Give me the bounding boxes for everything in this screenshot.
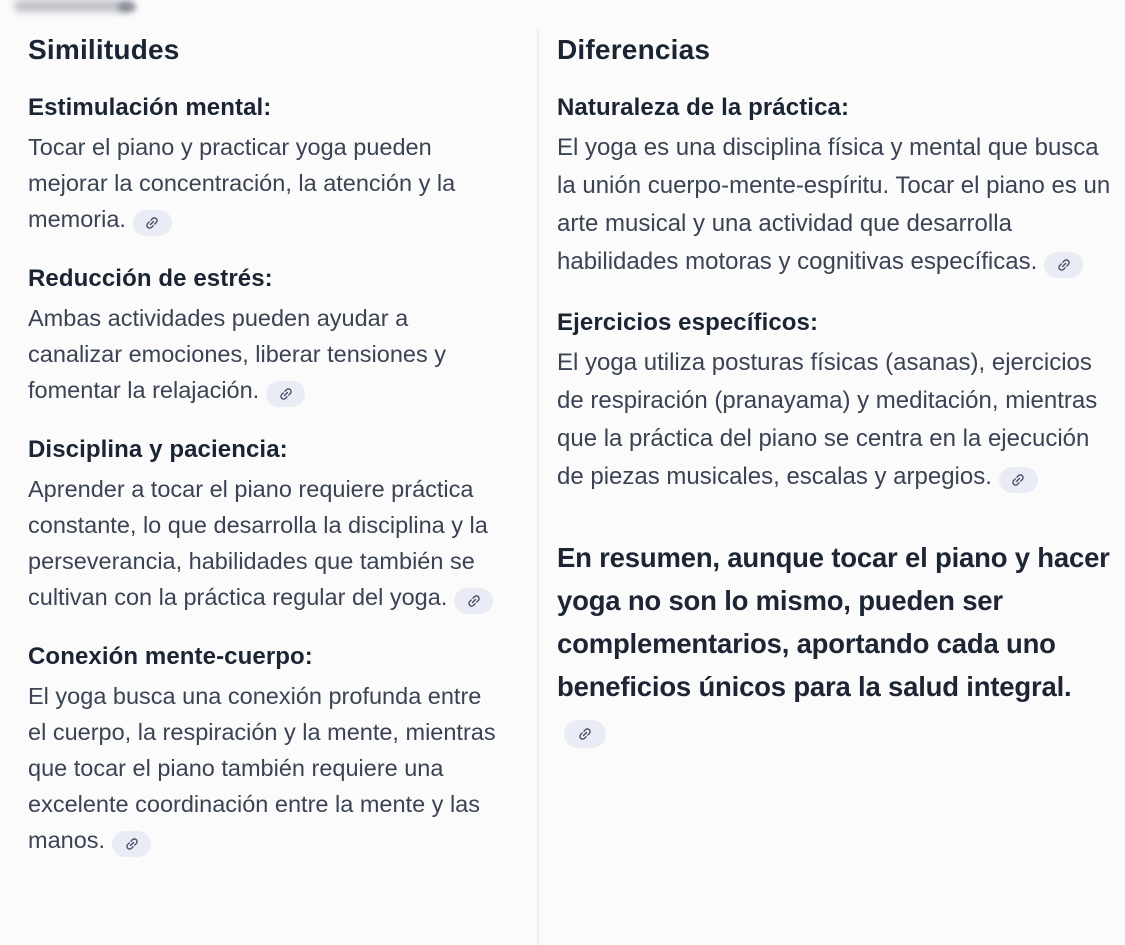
section-reduccion-de-estres [28, 265, 503, 408]
section-body-text: Ambas actividades pueden ayudar a canalizar emociones, liberar tensiones y fomentar la relajación. [28, 305, 446, 403]
section-body-text: El yoga busca una conexión profunda entre el cuerpo, la respiración y la mente, mientras que tocar el piano también requiere una excelente coordinación entre la mente y las manos. [28, 683, 496, 853]
section-body [557, 129, 1111, 281]
section-heading: Estimulación mental: [28, 94, 272, 121]
section-body [557, 344, 1111, 496]
section-body-text: El yoga es una disciplina física y mental que busca la unión cuerpo-mente-espíritu. Tocar el piano es un arte musical y una actividad que desarrolla habilidades motoras y cognitivas específicas. [557, 134, 1111, 275]
citation-chip[interactable] [133, 210, 172, 236]
citation-chip[interactable] [1044, 252, 1083, 278]
link-icon [1007, 469, 1030, 492]
section-disciplina-y-paciencia [28, 436, 503, 615]
differences-title: Diferencias [557, 34, 711, 65]
citation-chip[interactable] [999, 467, 1038, 493]
citation-chip[interactable] [564, 720, 606, 748]
section-ejercicios-especificos [557, 309, 1111, 496]
similarities-column [0, 30, 537, 945]
cropped-text-artifact [118, 2, 136, 12]
section-heading: Conexión mente-cuerpo: [28, 643, 313, 670]
section-heading: Naturaleza de la práctica: [557, 94, 850, 121]
link-icon [120, 833, 143, 856]
link-icon [274, 383, 297, 406]
section-body [28, 300, 503, 408]
section-body-text: El yoga utiliza posturas físicas (asanas), ejercicios de respiración (pranayama) y meditación, mientras que la práctica del piano se centra en la ejecución de piezas musicales, escalas y arpegios. [557, 349, 1098, 490]
similarities-title: Similitudes [28, 34, 180, 65]
section-heading: Ejercicios específicos: [557, 309, 819, 336]
cropped-text-artifact [14, 0, 132, 12]
citation-chip[interactable] [266, 381, 305, 407]
section-estimulacion-mental [28, 94, 503, 237]
section-heading: Disciplina y paciencia: [28, 436, 288, 463]
link-icon [574, 723, 597, 746]
section-body-text: Aprender a tocar el piano requiere práctica constante, lo que desarrolla la disciplina y la perseverancia, habilidades que también se cultivan con la práctica regular del yoga. [28, 476, 488, 610]
section-body [28, 678, 503, 858]
link-icon [463, 590, 486, 613]
summary-text: En resumen, aunque tocar el piano y hacer yoga no son lo mismo, pueden ser complementarios, aportando cada uno beneficios únicos para la salud integral. [557, 542, 1110, 702]
section-body [28, 471, 503, 615]
citation-chip[interactable] [454, 588, 493, 614]
section-body [28, 129, 503, 237]
section-conexion-mente-cuerpo [28, 643, 503, 858]
link-icon [1052, 254, 1075, 277]
section-body-text: Tocar el piano y practicar yoga pueden mejorar la concentración, la atención y la memoria. [28, 134, 456, 232]
differences-column [537, 30, 1125, 945]
section-naturaleza-de-la-practica [557, 94, 1111, 281]
link-icon [141, 212, 164, 235]
citation-chip[interactable] [112, 831, 151, 857]
section-heading: Reducción de estrés: [28, 265, 273, 292]
summary-paragraph [557, 536, 1111, 751]
